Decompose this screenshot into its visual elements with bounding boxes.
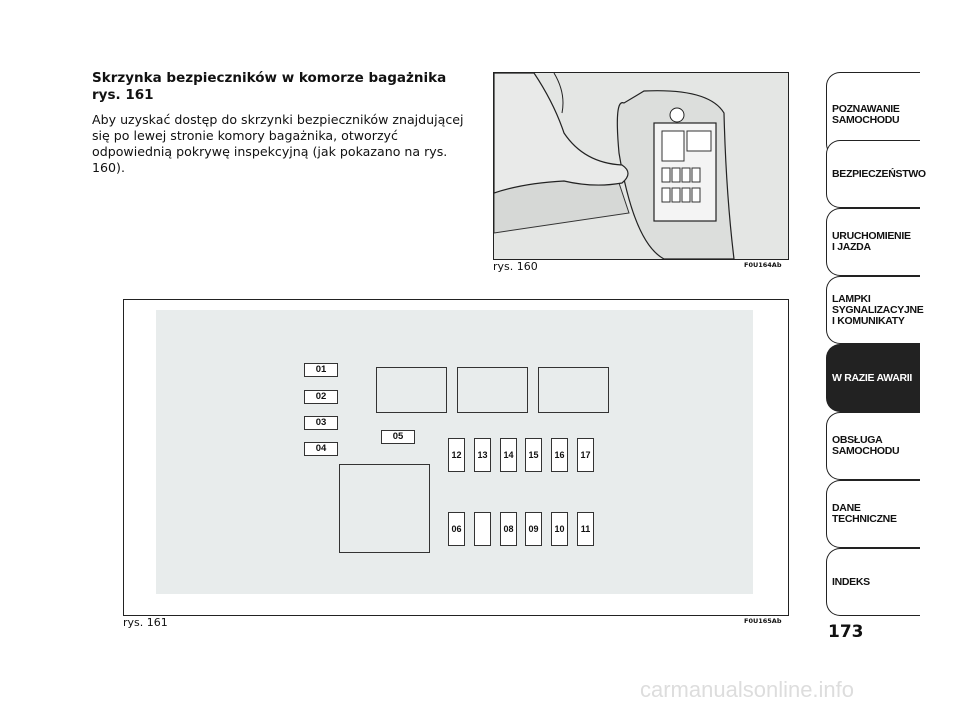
fuse-10: 10: [551, 512, 568, 546]
fuse-box-panel: [156, 310, 753, 594]
tab-obsluga-samochodu[interactable]: [826, 412, 920, 480]
figure-160-caption: rys. 160: [493, 260, 538, 273]
tab-label: W RAZIE AWARII: [832, 371, 912, 384]
footer-watermark: carmanualsonline.info: [640, 677, 855, 702]
tab-indeks[interactable]: [826, 548, 920, 616]
tab-label: URUCHOMIENIE I JAZDA: [832, 230, 911, 253]
relay-1: [376, 367, 447, 413]
figure-161-fuse-diagram: [123, 299, 789, 616]
label-03: 03: [304, 416, 338, 430]
label-01: 01: [304, 363, 338, 377]
figure-161-code: F0U165Ab: [744, 617, 782, 625]
figure-161-caption: rys. 161: [123, 616, 168, 629]
tab-uruchomienie-i-jazda[interactable]: [826, 208, 920, 276]
relay-3: [538, 367, 609, 413]
fuse-14: 14: [500, 438, 517, 472]
fuse-empty: [474, 512, 491, 546]
tab-label: DANE TECHNICZNE: [832, 502, 897, 525]
figure-160-illustration: [493, 72, 789, 260]
label-04: 04: [304, 442, 338, 456]
fuse-06: 06: [448, 512, 465, 546]
fuse-15: 15: [525, 438, 542, 472]
tab-label: OBSŁUGA SAMOCHODU: [832, 434, 900, 457]
tab-lampki-sygnalizacyjne[interactable]: [826, 276, 924, 344]
section-body: Aby uzyskać dostęp do skrzynki bezpieczników znajdującej się po lewej stronie komory bagażnika, otworzyć odpowiednią pokrywę inspekcyjną (jak pokazano na rys. 160).: [92, 112, 464, 175]
tab-label: LAMPKI SYGNALIZACYJNE I KOMUNIKATY: [832, 292, 924, 327]
fuse-16: 16: [551, 438, 568, 472]
fuse-box-access-drawing: [494, 73, 788, 259]
fuse-08: 08: [500, 512, 517, 546]
fuse-11: 11: [577, 512, 594, 546]
fuse-17: 17: [577, 438, 594, 472]
relay-large: [339, 464, 430, 553]
relay-2: [457, 367, 528, 413]
tab-label: BEZPIECZEŃSTWO: [832, 167, 926, 180]
label-02: 02: [304, 390, 338, 404]
label-05: 05: [381, 430, 415, 444]
tab-label: POZNAWANIE SAMOCHODU: [832, 103, 900, 126]
fuse-09: 09: [525, 512, 542, 546]
page-number: 173: [828, 622, 864, 642]
tab-label: INDEKS: [832, 575, 870, 588]
fuse-12: 12: [448, 438, 465, 472]
tab-dane-techniczne[interactable]: [826, 480, 920, 548]
fuse-13: 13: [474, 438, 491, 472]
section-title: Skrzynka bezpieczników w komorze bagażnika rys. 161: [92, 70, 447, 103]
tab-bezpieczenstwo[interactable]: [826, 140, 926, 208]
tab-w-razie-awarii[interactable]: [826, 344, 920, 412]
figure-160-code: F0U164Ab: [744, 261, 782, 269]
